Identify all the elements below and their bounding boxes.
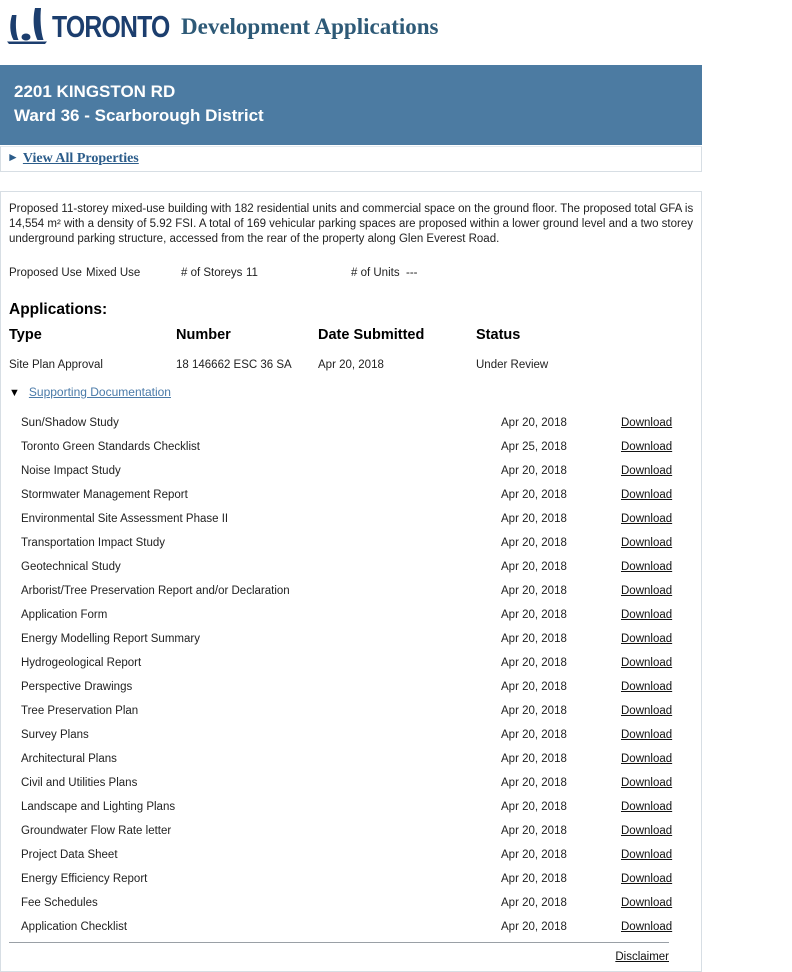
document-row [9, 459, 693, 483]
property-address: 2201 KINGSTON RD [14, 82, 176, 101]
supporting-documentation-toggle[interactable] [9, 379, 693, 399]
document-row [9, 435, 693, 459]
document-date: Apr 20, 2018 [501, 729, 567, 741]
document-date: Apr 20, 2018 [501, 777, 567, 789]
proposed-use-value: Mixed Use [86, 267, 141, 279]
document-row [9, 651, 693, 675]
document-name: Survey Plans [21, 729, 89, 741]
units-value: --- [406, 267, 418, 279]
col-status: Status [476, 327, 521, 343]
document-name: Tree Preservation Plan [21, 705, 139, 717]
document-name: Perspective Drawings [21, 681, 133, 693]
document-date: Apr 20, 2018 [501, 849, 567, 861]
application-number: 18 146662 ESC 36 SA [176, 359, 292, 371]
document-name: Arborist/Tree Preservation Report and/or Declaration [21, 585, 290, 597]
document-row [9, 723, 693, 747]
document-name: Landscape and Lighting Plans [21, 801, 176, 813]
document-date: Apr 20, 2018 [501, 561, 567, 573]
document-date: Apr 20, 2018 [501, 417, 567, 429]
document-date: Apr 20, 2018 [501, 537, 567, 549]
document-date: Apr 20, 2018 [501, 609, 567, 621]
storeys-value: 11 [246, 267, 258, 279]
proposed-use-label: Proposed Use [9, 267, 82, 279]
document-name: Fee Schedules [21, 897, 98, 909]
document-date: Apr 20, 2018 [501, 585, 567, 597]
document-date: Apr 20, 2018 [501, 633, 567, 645]
document-name: Toronto Green Standards Checklist [21, 441, 200, 453]
download-link[interactable]: Download [621, 825, 673, 837]
document-row [9, 603, 693, 627]
document-name: Transportation Impact Study [21, 537, 166, 549]
document-row [9, 483, 693, 507]
document-row [9, 747, 693, 771]
document-date: Apr 20, 2018 [501, 921, 567, 933]
logo-wordmark: TORONTO [52, 9, 170, 44]
application-row [9, 359, 693, 371]
document-date: Apr 20, 2018 [501, 657, 567, 669]
storeys-label: # of Storeys [181, 267, 243, 279]
document-date: Apr 20, 2018 [501, 489, 567, 501]
document-row [9, 579, 693, 603]
document-row [9, 627, 693, 651]
download-link[interactable]: Download [621, 633, 673, 645]
download-link[interactable]: Download [621, 777, 673, 789]
document-row [9, 555, 693, 579]
download-link[interactable]: Download [621, 705, 673, 717]
download-link[interactable]: Download [621, 729, 673, 741]
triangle-down-icon: ▼ [9, 387, 20, 399]
download-link[interactable]: Download [621, 921, 673, 933]
document-name: Energy Efficiency Report [21, 873, 148, 885]
document-date: Apr 20, 2018 [501, 513, 567, 525]
document-name: Civil and Utilities Plans [21, 777, 138, 789]
application-status: Under Review [476, 359, 549, 371]
toronto-logo [5, 6, 199, 48]
document-date: Apr 20, 2018 [501, 681, 567, 693]
project-description: Proposed 11-storey mixed-use building with 182 residential units and commercial space on the ground floor. The proposed total GFA is 14,554 m² with a density of 5.92 FSI. A total of 169 vehicular parking spaces are proposed within a lower ground level and a two storey underground parking structure, accessed from the rear of the property along Glen Everest Road. [9, 203, 694, 245]
download-link[interactable]: Download [621, 801, 673, 813]
document-date: Apr 20, 2018 [501, 873, 567, 885]
document-row [9, 819, 693, 843]
download-link[interactable]: Download [621, 609, 673, 621]
disclaimer-row [9, 951, 669, 963]
document-row [9, 771, 693, 795]
download-link[interactable]: Download [621, 465, 673, 477]
download-link[interactable]: Download [621, 897, 673, 909]
document-name: Application Checklist [21, 921, 128, 933]
document-name: Architectural Plans [21, 753, 117, 765]
document-name: Noise Impact Study [21, 465, 121, 477]
page-title: Development Applications [181, 14, 439, 39]
property-ward: Ward 36 - Scarborough District [14, 106, 264, 125]
document-name: Sun/Shadow Study [21, 417, 119, 429]
download-link[interactable]: Download [621, 585, 673, 597]
page-header [0, 0, 792, 62]
document-row [9, 507, 693, 531]
document-name: Application Form [21, 609, 108, 621]
download-link[interactable]: Download [621, 537, 673, 549]
download-link[interactable]: Download [621, 513, 673, 525]
disclaimer-link[interactable]: Disclaimer [615, 951, 669, 963]
col-type: Type [9, 327, 42, 343]
application-date: Apr 20, 2018 [318, 359, 384, 371]
col-date-submitted: Date Submitted [318, 327, 425, 343]
document-row [9, 675, 693, 699]
download-link[interactable]: Download [621, 417, 673, 429]
document-date: Apr 20, 2018 [501, 465, 567, 477]
document-date: Apr 25, 2018 [501, 441, 567, 453]
col-number: Number [176, 327, 231, 343]
document-row [9, 411, 693, 435]
download-link[interactable]: Download [621, 489, 673, 501]
document-row [9, 843, 693, 867]
document-list [9, 411, 693, 939]
view-all-properties-link[interactable]: View All Properties [22, 151, 139, 166]
document-row [9, 867, 693, 891]
document-name: Energy Modelling Report Summary [21, 633, 200, 645]
document-name: Geotechnical Study [21, 561, 121, 573]
view-all-bar [0, 146, 702, 172]
document-row [9, 915, 693, 939]
document-name: Environmental Site Assessment Phase II [21, 513, 229, 525]
document-name: Groundwater Flow Rate letter [21, 825, 172, 837]
document-row [9, 699, 693, 723]
supporting-documentation-link[interactable]: Supporting Documentation [28, 385, 171, 399]
main-content-box [0, 191, 702, 972]
footer-divider [9, 942, 669, 943]
download-link[interactable]: Download [621, 681, 673, 693]
applications-table-header [9, 327, 693, 343]
toronto-cityhall-icon [5, 6, 49, 48]
document-name: Project Data Sheet [21, 849, 118, 861]
document-date: Apr 20, 2018 [501, 801, 567, 813]
download-link[interactable]: Download [621, 561, 673, 573]
project-details-row [9, 267, 693, 281]
document-date: Apr 20, 2018 [501, 825, 567, 837]
download-link[interactable]: Download [621, 441, 673, 453]
application-type: Site Plan Approval [9, 359, 103, 371]
document-name: Hydrogeological Report [21, 657, 142, 669]
document-row [9, 891, 693, 915]
download-link[interactable]: Download [621, 849, 673, 861]
document-row [9, 795, 693, 819]
document-date: Apr 20, 2018 [501, 753, 567, 765]
document-name: Stormwater Management Report [21, 489, 188, 501]
units-label: # of Units [351, 267, 400, 279]
arrow-right-icon: ► [7, 150, 19, 164]
document-date: Apr 20, 2018 [501, 897, 567, 909]
document-row [9, 531, 693, 555]
download-link[interactable]: Download [621, 753, 673, 765]
property-banner [0, 65, 702, 145]
document-date: Apr 20, 2018 [501, 705, 567, 717]
applications-heading: Applications: [9, 301, 108, 318]
download-link[interactable]: Download [621, 873, 673, 885]
download-link[interactable]: Download [621, 657, 673, 669]
